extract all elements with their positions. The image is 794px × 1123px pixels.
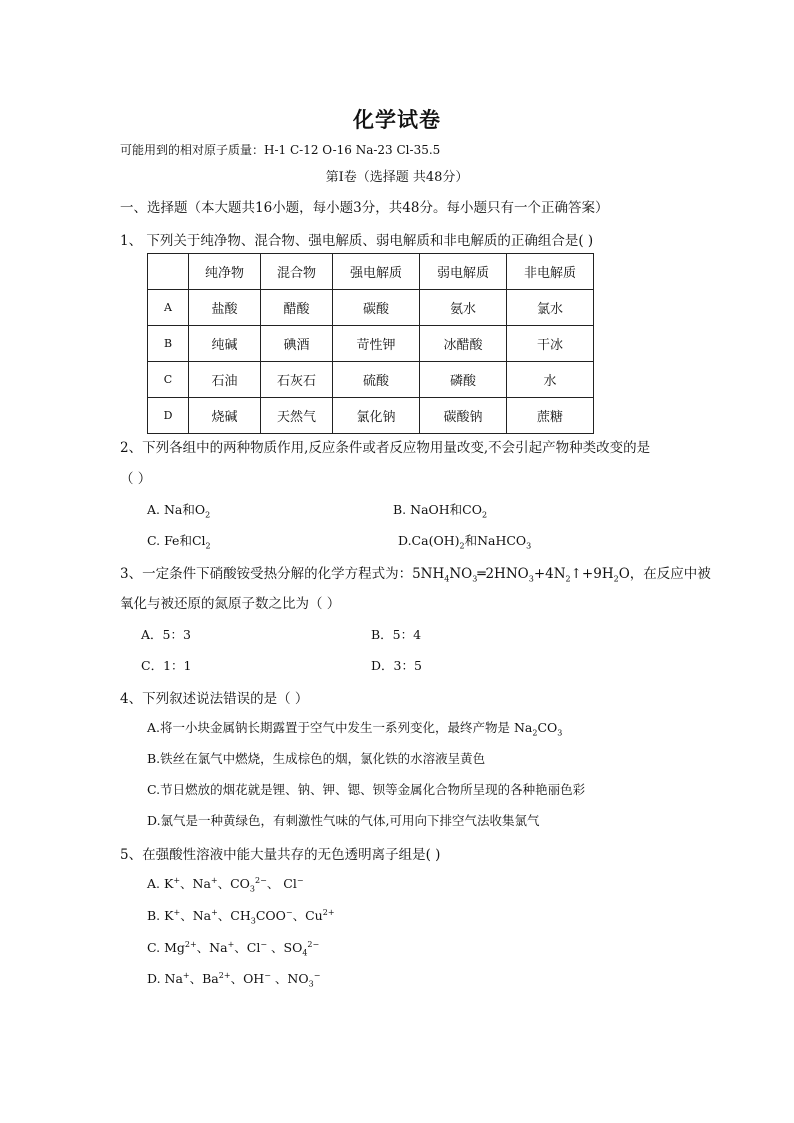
table-cell: 石灰石 [261,362,333,398]
table-cell: B [148,326,189,362]
table-cell: C [148,362,189,398]
q3-option-b: B．5：4 [371,627,422,642]
table-cell: A [148,290,189,326]
table-cell: 氯水 [507,290,594,326]
q1-table [147,253,594,434]
part-title: 第Ⅰ卷（选择题 共48分） [325,170,469,185]
q2-option-b: B. NaOH和$CO_2$ [393,502,488,520]
table-cell: 石油 [189,362,261,398]
q2-option-a: A. Na和$O_2$ [147,502,211,520]
table-cell: 非电解质 [507,254,594,290]
table-header-row [148,254,594,290]
table-cell [148,254,189,290]
table-cell: 冰醋酸 [420,326,507,362]
q5-stem: 5、在强酸性溶液中能大量共存的无色透明离子组是( ) [120,847,441,863]
table-cell: 烧碱 [189,398,261,434]
table-cell: 强电解质 [333,254,420,290]
q2-paren: （ ） [120,471,152,487]
table-cell: 干冰 [507,326,594,362]
table-cell: 盐酸 [189,290,261,326]
section-heading: 一、选择题（本大题共16小题，每小题3分，共48分。每小题只有一个正确答案） [120,200,609,216]
q2-option-d: $D.Ca(OH)_2$和NaHCO$_3$ [398,533,532,551]
q5-option-b: B. K+、Na+、$CH_3COO^-$、$Cu^{2+}$ [147,907,335,926]
q1-stem: 1、 下列关于纯净物、混合物、强电解质、弱电解质和非电解质的正确组合是( ) [120,233,594,249]
table-cell: 混合物 [261,254,333,290]
table-row [148,326,594,362]
table-cell: 水 [507,362,594,398]
table-cell: 弱电解质 [420,254,507,290]
q3-stem-line1: 3、一定条件下硝酸铵受热分解的化学方程式为：$5NH_4NO_3═2HNO_3+4N_2↑+9H_2O$，在反应中被 [120,566,711,584]
q4-option-d: D.氯气是一种黄绿色，有刺激性气味的气体,可用向下排空气法收集氯气 [147,813,540,828]
q3-option-d: D．3：5 [371,658,422,673]
q5-option-a: A. K+、Na+、$CO_3^{2-}$、 Cl− [147,875,304,894]
table-cell: 苛性钾 [333,326,420,362]
table-cell: 醋酸 [261,290,333,326]
q3-stem-line2: 氧化与被还原的氮原子数之比为（ ） [120,596,341,612]
table-cell: D [148,398,189,434]
q4-option-a: A.将一小块金属钠长期露置于空气中发生一系列变化，最终产物是 $Na_2CO_3$ [147,720,563,738]
q3-option-a: A．5：3 [141,627,191,642]
table-cell: 蔗糖 [507,398,594,434]
table-cell: 硫酸 [333,362,420,398]
table-cell: 碳酸钠 [420,398,507,434]
table-cell: 碘酒 [261,326,333,362]
table-row [148,398,594,434]
q4-option-c: C.节日燃放的烟花就是锂、钠、钾、锶、钡等金属化合物所呈现的各种艳丽色彩 [147,782,586,797]
table-cell: 碳酸 [333,290,420,326]
q4-stem: 4、下列叙述说法错误的是（ ） [120,691,309,707]
atomic-masses: 可能用到的相对原子质量：H-1 C-12 O-16 Na-23 Cl-35.5 [120,143,441,157]
table-cell: 纯净物 [189,254,261,290]
table-cell: 氨水 [420,290,507,326]
table-cell: 氯化钠 [333,398,420,434]
q5-option-d: D. Na+、$Ba^{2+}$、OH− 、$NO_3^-$ [147,970,321,989]
table-cell: 天然气 [261,398,333,434]
q2-option-c: C. Fe和$Cl_2$ [147,533,211,551]
q3-option-c: C．1：1 [141,658,192,673]
table-cell: 纯碱 [189,326,261,362]
q2-stem: 2、下列各组中的两种物质作用,反应条件或者反应物用量改变,不会引起产物种类改变的是 [120,440,651,456]
table-row [148,362,594,398]
table-cell: 磷酸 [420,362,507,398]
q4-option-b: B.铁丝在氯气中燃烧，生成棕色的烟，氯化铁的水溶液呈黄色 [147,751,486,766]
q5-option-c: C. $Mg^{2+}$、Na+、Cl− 、$SO_4^{2-}$ [147,939,320,958]
page-title: 化学试卷 [353,107,441,132]
table-row [148,290,594,326]
